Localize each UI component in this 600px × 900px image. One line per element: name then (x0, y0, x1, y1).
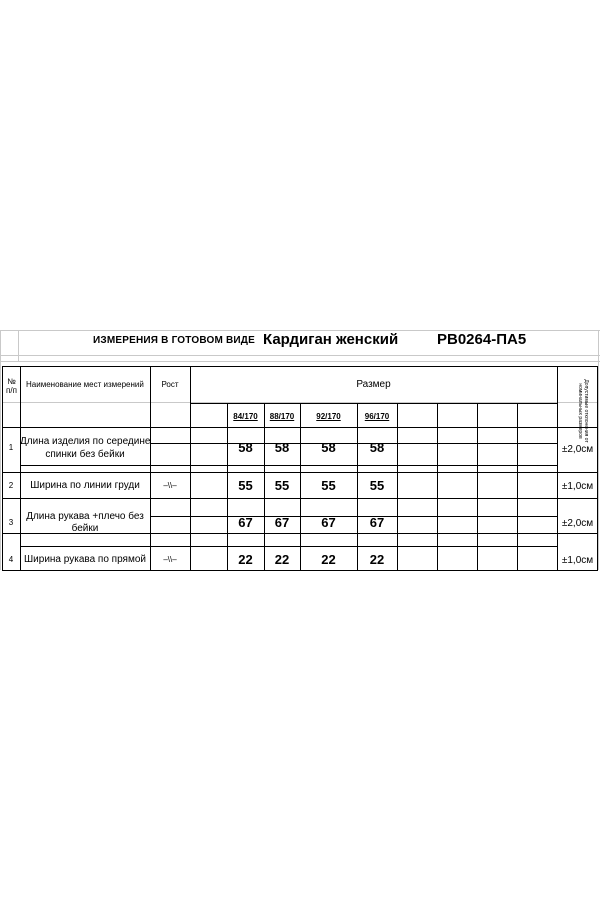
table-rule (557, 366, 558, 571)
grid-line (0, 355, 600, 356)
table-rule (20, 366, 21, 571)
grid-line (0, 361, 600, 362)
value-cell: 67 (274, 515, 290, 530)
table-rule (190, 403, 557, 404)
table-rule (397, 403, 398, 571)
col-size-header: Размер (356, 379, 391, 390)
tolerance-cell: ±1,0см (561, 481, 594, 492)
value-cell: 58 (238, 440, 253, 455)
row-name: Ширина по линии груди (30, 480, 140, 491)
row-name: бейки (71, 523, 99, 534)
product-title: Кардиган женский (263, 331, 399, 348)
value-cell: 67 (369, 515, 385, 530)
table-rule (517, 403, 518, 571)
tolerance-cell: ±1,0см (561, 555, 594, 566)
tolerance-cell: ±2,0см (561, 444, 594, 455)
table-rule (2, 366, 3, 571)
value-cell: 55 (238, 478, 253, 493)
value-cell: 58 (321, 440, 336, 455)
row-number: 2 (8, 481, 14, 490)
table-rule (477, 403, 478, 571)
col-height-header: Рост (161, 380, 179, 389)
value-cell: 55 (274, 478, 290, 493)
size-label: 84/170 (233, 412, 258, 421)
row-name: Длина рукава +плечо без (26, 511, 144, 522)
table-rule (2, 366, 598, 367)
grid-line (0, 330, 1, 570)
value-cell: 67 (321, 515, 336, 530)
value-cell: 22 (274, 552, 290, 567)
row-name: спинки без бейки (45, 449, 125, 460)
value-cell: 67 (238, 515, 253, 530)
grid-line (18, 330, 19, 362)
size-label: 96/170 (364, 412, 390, 421)
size-label: 88/170 (269, 412, 295, 421)
value-cell: 22 (238, 552, 253, 567)
sheet-caption: ИЗМЕРЕНИЯ В ГОТОВОМ ВИДЕ (93, 335, 255, 346)
article-code: РВ0264-ПА5 (437, 331, 527, 348)
tolerance-cell: ±2,0см (561, 518, 594, 529)
value-cell: 22 (369, 552, 385, 567)
measurement-sheet (0, 324, 600, 572)
ditto-mark: –\\– (163, 481, 177, 490)
value-cell: 55 (321, 478, 336, 493)
row-name: Ширина рукава по прямой (24, 554, 146, 565)
value-cell: 55 (369, 478, 385, 493)
value-cell: 58 (274, 440, 290, 455)
size-label: 92/170 (316, 412, 341, 421)
row-number: 1 (8, 443, 14, 452)
row-number: 4 (8, 555, 14, 564)
row-number: 3 (8, 518, 14, 527)
grid-line (598, 330, 599, 570)
col-num-header: № п/п (6, 377, 17, 396)
col-name-header: Наименование мест измерений (26, 380, 144, 389)
value-cell: 22 (321, 552, 336, 567)
table-rule (190, 366, 191, 571)
ditto-mark: –\\– (163, 555, 177, 564)
col-tolerance-header: Допустимые отклонения от номинальных размеров (577, 379, 589, 443)
table-rule (150, 366, 151, 571)
row-name: Длина изделия по середине (20, 436, 151, 447)
table-rule (437, 403, 438, 571)
value-cell: 58 (369, 440, 385, 455)
